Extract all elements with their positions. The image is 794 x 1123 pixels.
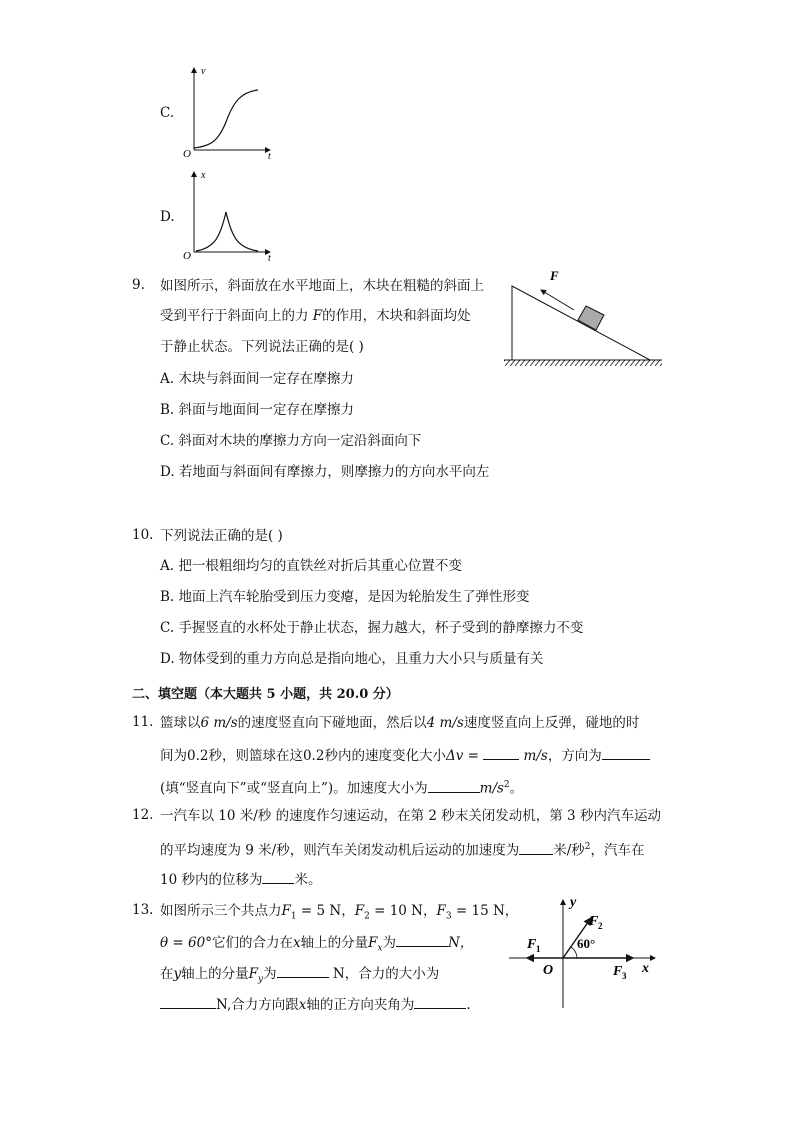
position-time-graph (180, 166, 280, 264)
angle-label: 60° (577, 936, 596, 951)
q11-line2: 间为0.2秒，则篮球在这0.2秒内的速度变化大小Δv = m/s，方向为 (160, 745, 650, 765)
q10-option-b: B. 地面上汽车轮胎受到压力变瘪，是因为轮胎发生了弹性形变 (160, 589, 530, 605)
v-axis-label: v (201, 66, 206, 77)
q13-line1: 如图所示三个共点力$F_1 = 5$ N，$F_2 = 10$ N，$F_3 = 15$ N， (160, 903, 519, 922)
q10-option-a: A. 把一根粗细均匀的直铁丝对折后其重心位置不变 (160, 558, 462, 574)
t-axis-label: t (268, 253, 271, 264)
x-axis-label: x (201, 170, 206, 181)
q11-blank-direction[interactable] (602, 745, 650, 760)
option-c-label: C. (160, 105, 175, 121)
q10-option-c: C. 手握竖直的水杯处于静止状态，握力越大，杯子受到的静摩擦力不变 (160, 620, 584, 636)
force-arrow (541, 290, 574, 310)
f3-sub: 3 (622, 971, 627, 981)
q12-blank-displacement[interactable] (262, 869, 294, 884)
q12-line2: 的平均速度为 9 米/秒，则汽车关闭发动机后运动的加速度为 米/秒$^2$，汽车在 (160, 838, 645, 860)
y-label: y (570, 895, 577, 910)
q13-blank-fx[interactable] (396, 932, 448, 947)
force-label: F (550, 268, 559, 283)
q9-option-b: B. 斜面与地面间一定存在摩擦力 (160, 402, 355, 418)
origin-label: O (183, 250, 191, 262)
q13-line3: 在y轴上的分量$F_y$为 N，合力的大小为 (160, 963, 439, 989)
origin-label: O (183, 148, 191, 160)
ground-hatch (504, 360, 662, 366)
incline (512, 286, 650, 360)
q9-line3: 于静止状态。下列说法正确的是( ) (160, 339, 364, 355)
f1-label: F (527, 937, 537, 952)
q13-blank-magnitude[interactable] (160, 994, 216, 1009)
q12-line3: 10 秒内的位移为 米。 (160, 869, 321, 889)
q13-line4: N,合力方向跟x轴的正方向夹角为 . (160, 994, 471, 1014)
wooden-block (578, 306, 604, 330)
option-d-label: D. (160, 209, 175, 225)
q9-line1: 如图所示，斜面放在水平地面上，木块在粗糙的斜面上 (160, 278, 484, 294)
q10-option-d: D. 物体受到的重力方向总是指向地心，且重力大小只与质量有关 (160, 651, 544, 667)
q12-number: 12. (132, 807, 154, 823)
q11-number: 11. (132, 714, 154, 730)
f2-label: F (589, 914, 599, 929)
q9-number: 9. (132, 277, 145, 293)
f3-label: F (613, 964, 623, 979)
q12-line1: 一汽车以 10 米/秒 的速度作匀速运动，在第 2 秒末关闭发动机，第 3 秒内汽车运动 (160, 808, 661, 824)
q11-line1: 篮球以6 m/s的速度竖直向下碰地面，然后以4 m/s速度竖直向上反弹，碰地的时 (160, 715, 640, 731)
q10-number: 10. (132, 527, 154, 543)
force-diagram (505, 892, 665, 1010)
q9-line2: 受到平行于斜面向上的力 F的作用，木块和斜面均处 (160, 308, 471, 324)
f2-sub: 2 (598, 921, 603, 931)
f1-sub: 1 (536, 944, 541, 954)
q9-option-d: D. 若地面与斜面间有摩擦力，则摩擦力的方向水平向左 (160, 464, 490, 480)
x-label: x (642, 961, 649, 976)
q11-blank-delta-v[interactable] (483, 745, 519, 760)
section-fill-in-title: 二、填空题（本大题共 5 小题，共 20.0 分） (132, 687, 399, 702)
q13-line2: θ = 60°它们的合力在x轴上的分量$F_x$为 N， (160, 932, 473, 958)
origin-label: O (543, 963, 554, 978)
q13-blank-angle[interactable] (414, 994, 466, 1009)
q13-blank-fy[interactable] (277, 963, 329, 978)
v-curve (194, 90, 258, 148)
q11-blank-acceleration[interactable] (428, 778, 480, 793)
q13-number: 13. (132, 902, 154, 918)
q12-blank-acceleration[interactable] (519, 840, 553, 855)
x-curve (196, 212, 258, 251)
q9-option-a: A. 木块与斜面间一定存在摩擦力 (160, 371, 354, 387)
incline-figure (500, 264, 665, 372)
q10-stem: 下列说法正确的是( ) (160, 528, 283, 544)
q9-option-c: C. 斜面对木块的摩擦力方向一定沿斜面向下 (160, 433, 422, 449)
velocity-time-graph (180, 62, 280, 160)
t-axis-label: t (268, 151, 271, 160)
q11-line3: (填“竖直向下”或“竖直向上”)。加速度大小为 $m/s^2$。 (160, 776, 523, 798)
